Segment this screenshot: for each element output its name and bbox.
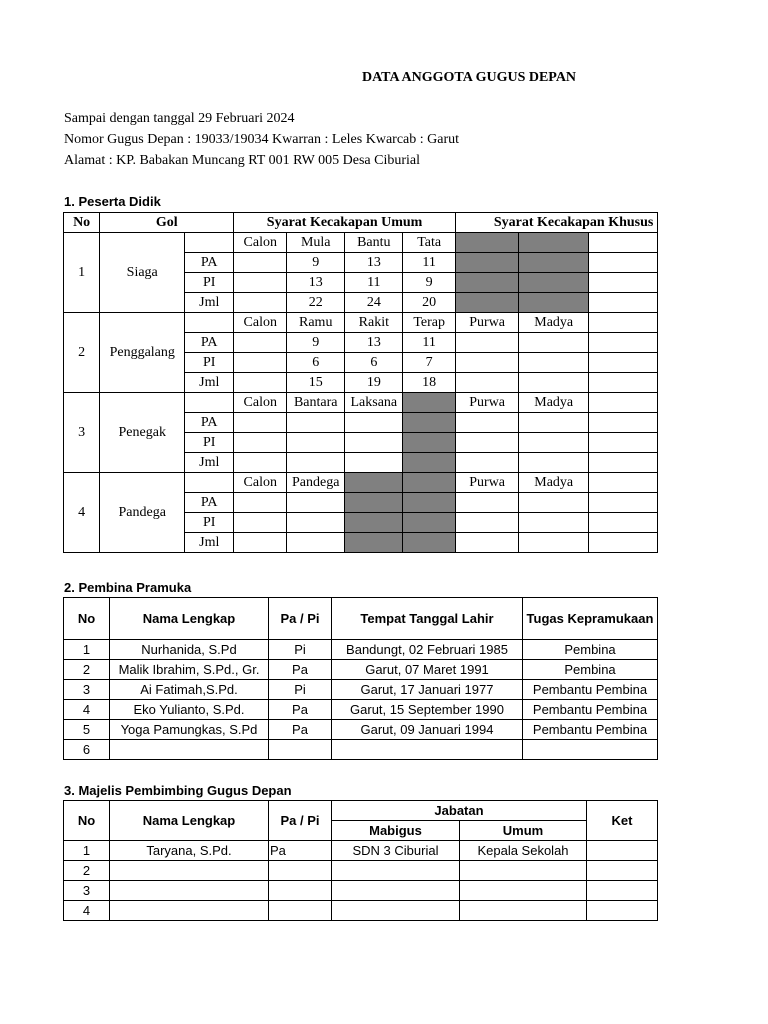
value-cell (455, 273, 519, 293)
pembina-header-nama: Nama Lengkap (110, 598, 269, 640)
value-cell (287, 493, 345, 513)
mabigus-header-umum: Umum (460, 821, 587, 841)
row-label: Jml (185, 533, 234, 553)
peserta-row (64, 473, 658, 493)
mabigus-nama: Taryana, S.Pd. (110, 841, 269, 861)
value-cell (588, 253, 657, 273)
level-cell (455, 233, 519, 253)
mabigus-papi (269, 901, 332, 921)
value-cell (234, 273, 287, 293)
value-cell (519, 513, 589, 533)
value-cell (234, 433, 287, 453)
row-label: PA (185, 253, 234, 273)
mabigus-papi (269, 861, 332, 881)
value-cell (403, 433, 455, 453)
value-cell: 11 (345, 273, 403, 293)
value-cell (588, 533, 657, 553)
value-cell (455, 353, 519, 373)
value-cell (345, 453, 403, 473)
value-cell: 9 (287, 333, 345, 353)
value-cell (234, 513, 287, 533)
pembina-ttl: Garut, 07 Maret 1991 (332, 660, 523, 680)
pembina-header-papi: Pa / Pi (269, 598, 332, 640)
header-gol: Gol (100, 213, 234, 233)
mabigus-ket (587, 861, 658, 881)
header-syarat-kecakapan-umum: Syarat Kecakapan Umum (234, 213, 456, 233)
pembina-papi (269, 740, 332, 760)
level-cell: Tata (403, 233, 455, 253)
value-cell (234, 253, 287, 273)
mabigus-table (63, 800, 658, 921)
row-label: Jml (185, 453, 234, 473)
level-cell: Purwa (455, 473, 519, 493)
level-cell (588, 393, 657, 413)
mabigus-umum (460, 881, 587, 901)
mabigus-ket (587, 841, 658, 861)
value-cell: 6 (345, 353, 403, 373)
group-name: Pandega (100, 473, 185, 553)
document-title: DATA ANGGOTA GUGUS DEPAN (362, 70, 577, 85)
level-cell: Pandega (287, 473, 345, 493)
mabigus-mabigus: SDN 3 Ciburial (332, 841, 460, 861)
pembina-ttl: Garut, 17 Januari 1977 (332, 680, 523, 700)
row-label (185, 233, 234, 253)
mabigus-papi (269, 881, 332, 901)
level-cell: Calon (234, 393, 287, 413)
header-syarat-kecakapan-khusus: Syarat Kecakapan Khusus (455, 213, 657, 233)
group-no: 3 (64, 393, 100, 473)
value-cell: 13 (345, 253, 403, 273)
value-cell (519, 493, 589, 513)
section-pembina-title: 2. Pembina Pramuka (64, 580, 192, 595)
peserta-row (64, 313, 658, 333)
value-cell: 18 (403, 373, 455, 393)
level-cell: Purwa (455, 393, 519, 413)
level-cell (519, 233, 589, 253)
mabigus-nama (110, 861, 269, 881)
value-cell (455, 433, 519, 453)
row-label: PI (185, 513, 234, 533)
row-label: Jml (185, 373, 234, 393)
level-cell: Bantu (345, 233, 403, 253)
value-cell (588, 513, 657, 533)
value-cell (345, 433, 403, 453)
value-cell (519, 453, 589, 473)
level-cell: Madya (519, 393, 589, 413)
value-cell (588, 293, 657, 313)
value-cell (519, 533, 589, 553)
level-cell (403, 473, 455, 493)
mabigus-nama (110, 881, 269, 901)
value-cell (234, 413, 287, 433)
value-cell (588, 373, 657, 393)
level-cell: Laksana (345, 393, 403, 413)
value-cell (588, 453, 657, 473)
level-cell (403, 393, 455, 413)
value-cell (345, 533, 403, 553)
info-date: Sampai dengan tanggal 29 Februari 2024 (64, 111, 295, 126)
level-cell: Purwa (455, 313, 519, 333)
group-no: 1 (64, 233, 100, 313)
value-cell (588, 493, 657, 513)
value-cell (519, 273, 589, 293)
section-mabigus-title: 3. Majelis Pembimbing Gugus Depan (64, 783, 292, 798)
value-cell (287, 413, 345, 433)
value-cell (345, 413, 403, 433)
pembina-no: 6 (64, 740, 110, 760)
peserta-didik-table (63, 212, 658, 553)
level-cell (588, 313, 657, 333)
value-cell (403, 513, 455, 533)
mabigus-row (64, 881, 658, 901)
mabigus-header-jabatan: Jabatan (332, 801, 587, 821)
value-cell (234, 333, 287, 353)
value-cell (519, 333, 589, 353)
pembina-ttl (332, 740, 523, 760)
value-cell (234, 293, 287, 313)
value-cell (403, 493, 455, 513)
header-no: No (64, 213, 100, 233)
row-label (185, 393, 234, 413)
value-cell (455, 513, 519, 533)
mabigus-umum: Kepala Sekolah (460, 841, 587, 861)
peserta-didik-table-viewport (63, 212, 658, 558)
value-cell (455, 293, 519, 313)
row-label: PI (185, 273, 234, 293)
pembina-tugas: Pembantu Pembina (523, 720, 658, 740)
level-cell: Terap (403, 313, 455, 333)
mabigus-ket (587, 901, 658, 921)
value-cell (455, 453, 519, 473)
value-cell (234, 353, 287, 373)
level-cell: Calon (234, 473, 287, 493)
group-name: Siaga (100, 233, 185, 313)
value-cell: 13 (287, 273, 345, 293)
group-no: 2 (64, 313, 100, 393)
value-cell (455, 413, 519, 433)
pembina-row (64, 680, 658, 700)
pembina-tugas (523, 740, 658, 760)
pembina-nama: Malik Ibrahim, S.Pd., Gr. (110, 660, 269, 680)
mabigus-papi: Pa (269, 841, 332, 861)
section-peserta-didik-title: 1. Peserta Didik (64, 194, 161, 209)
row-label (185, 473, 234, 493)
value-cell (234, 453, 287, 473)
level-cell: Madya (519, 473, 589, 493)
value-cell: 9 (403, 273, 455, 293)
row-label: PA (185, 333, 234, 353)
mabigus-header-papi: Pa / Pi (269, 801, 332, 841)
mabigus-row (64, 861, 658, 881)
value-cell (234, 533, 287, 553)
mabigus-no: 3 (64, 881, 110, 901)
peserta-row (64, 233, 658, 253)
pembina-tugas: Pembina (523, 660, 658, 680)
pembina-tugas: Pembina (523, 640, 658, 660)
value-cell (519, 413, 589, 433)
group-name: Penggalang (100, 313, 185, 393)
value-cell (403, 533, 455, 553)
level-cell: Mula (287, 233, 345, 253)
pembina-no: 5 (64, 720, 110, 740)
value-cell: 15 (287, 373, 345, 393)
mabigus-mabigus (332, 861, 460, 881)
mabigus-row (64, 901, 658, 921)
value-cell: 11 (403, 333, 455, 353)
pembina-row (64, 700, 658, 720)
value-cell (345, 513, 403, 533)
value-cell (287, 533, 345, 553)
value-cell (234, 493, 287, 513)
mabigus-no: 1 (64, 841, 110, 861)
value-cell: 9 (287, 253, 345, 273)
level-cell (588, 473, 657, 493)
pembina-papi: Pa (269, 720, 332, 740)
value-cell (455, 373, 519, 393)
value-cell (519, 353, 589, 373)
info-gugus-depan: Nomor Gugus Depan : 19033/19034 Kwarran : Leles Kwarcab : Garut (64, 132, 460, 147)
row-label: PA (185, 493, 234, 513)
row-label: Jml (185, 293, 234, 313)
mabigus-no: 2 (64, 861, 110, 881)
pembina-nama: Eko Yulianto, S.Pd. (110, 700, 269, 720)
pembina-row (64, 640, 658, 660)
pembina-ttl: Bandungt, 02 Februari 1985 (332, 640, 523, 660)
value-cell: 22 (287, 293, 345, 313)
mabigus-header-ket: Ket (587, 801, 658, 841)
row-label: PI (185, 433, 234, 453)
level-cell: Bantara (287, 393, 345, 413)
pembina-no: 1 (64, 640, 110, 660)
value-cell: 7 (403, 353, 455, 373)
value-cell (403, 453, 455, 473)
info-address: Alamat : KP. Babakan Muncang RT 001 RW 005 Desa Ciburial (64, 153, 420, 168)
value-cell (287, 513, 345, 533)
pembina-no: 3 (64, 680, 110, 700)
value-cell: 19 (345, 373, 403, 393)
pembina-header-ttl: Tempat Tanggal Lahir (332, 598, 523, 640)
pembina-nama: Ai Fatimah,S.Pd. (110, 680, 269, 700)
mabigus-mabigus (332, 901, 460, 921)
pembina-row (64, 660, 658, 680)
level-cell: Ramu (287, 313, 345, 333)
group-name: Penegak (100, 393, 185, 473)
value-cell (519, 433, 589, 453)
pembina-papi: Pi (269, 680, 332, 700)
level-cell (345, 473, 403, 493)
pembina-header-tugas: Tugas Kepramukaan (523, 598, 658, 640)
pembina-tugas: Pembantu Pembina (523, 680, 658, 700)
value-cell: 13 (345, 333, 403, 353)
pembina-header-no: No (64, 598, 110, 640)
pembina-papi: Pa (269, 700, 332, 720)
pembina-table (63, 597, 658, 760)
value-cell (287, 453, 345, 473)
mabigus-header-nama: Nama Lengkap (110, 801, 269, 841)
pembina-row (64, 740, 658, 760)
value-cell (455, 333, 519, 353)
row-label (185, 313, 234, 333)
value-cell (455, 253, 519, 273)
value-cell (455, 493, 519, 513)
value-cell (588, 433, 657, 453)
mabigus-header-no: No (64, 801, 110, 841)
value-cell (588, 413, 657, 433)
value-cell (519, 373, 589, 393)
pembina-row (64, 720, 658, 740)
level-cell: Calon (234, 233, 287, 253)
value-cell: 20 (403, 293, 455, 313)
peserta-row (64, 393, 658, 413)
mabigus-no: 4 (64, 901, 110, 921)
mabigus-umum (460, 901, 587, 921)
pembina-nama: Yoga Pamungkas, S.Pd (110, 720, 269, 740)
mabigus-ket (587, 881, 658, 901)
value-cell (519, 293, 589, 313)
value-cell (588, 273, 657, 293)
pembina-ttl: Garut, 15 September 1990 (332, 700, 523, 720)
mabigus-mabigus (332, 881, 460, 901)
value-cell: 6 (287, 353, 345, 373)
value-cell (234, 373, 287, 393)
value-cell (588, 333, 657, 353)
value-cell (287, 433, 345, 453)
level-cell: Calon (234, 313, 287, 333)
pembina-no: 2 (64, 660, 110, 680)
pembina-papi: Pa (269, 660, 332, 680)
pembina-ttl: Garut, 09 Januari 1994 (332, 720, 523, 740)
pembina-nama: Nurhanida, S.Pd (110, 640, 269, 660)
value-cell: 11 (403, 253, 455, 273)
value-cell (455, 533, 519, 553)
row-label: PI (185, 353, 234, 373)
value-cell (345, 493, 403, 513)
level-cell (588, 233, 657, 253)
mabigus-row (64, 841, 658, 861)
value-cell (403, 413, 455, 433)
level-cell: Madya (519, 313, 589, 333)
pembina-no: 4 (64, 700, 110, 720)
pembina-nama (110, 740, 269, 760)
mabigus-umum (460, 861, 587, 881)
level-cell: Rakit (345, 313, 403, 333)
value-cell (519, 253, 589, 273)
value-cell: 24 (345, 293, 403, 313)
row-label: PA (185, 413, 234, 433)
mabigus-header-mabigus: Mabigus (332, 821, 460, 841)
mabigus-nama (110, 901, 269, 921)
value-cell (588, 353, 657, 373)
pembina-papi: Pi (269, 640, 332, 660)
pembina-tugas: Pembantu Pembina (523, 700, 658, 720)
group-no: 4 (64, 473, 100, 553)
